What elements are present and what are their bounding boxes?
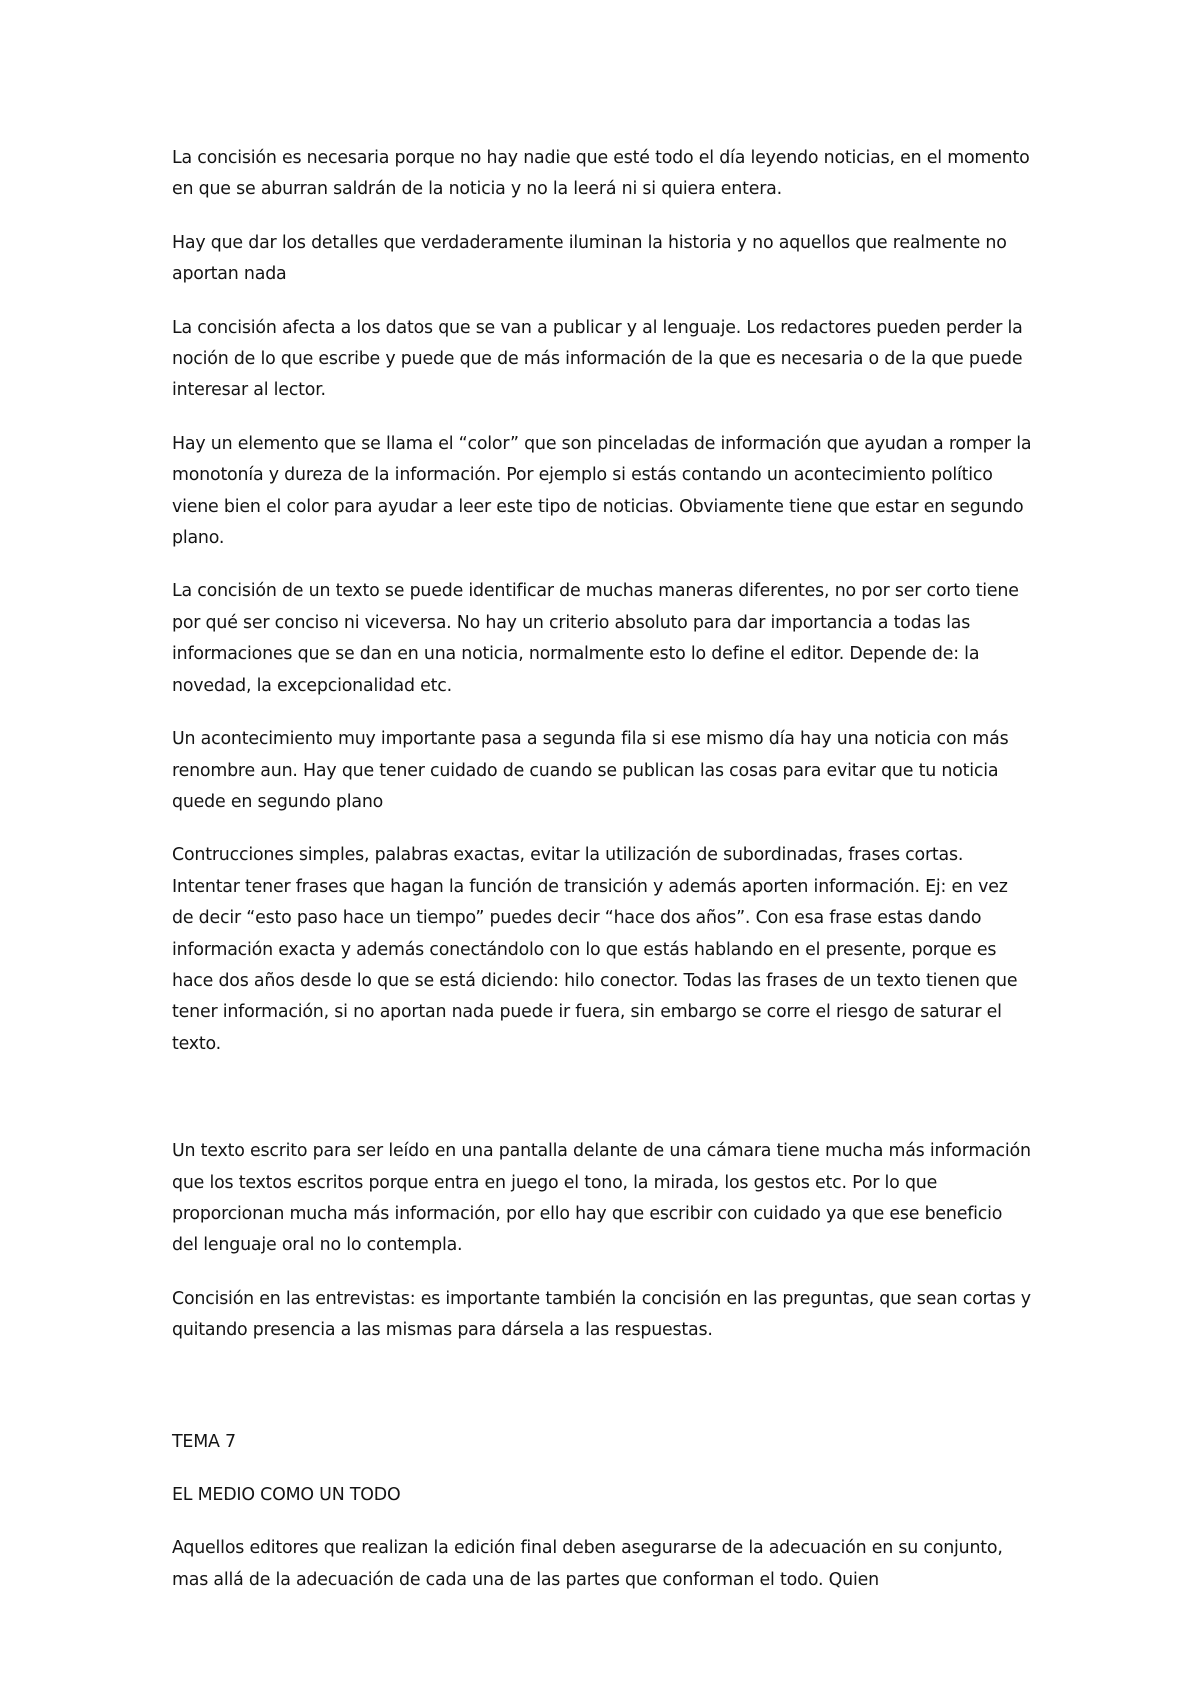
paragraph-construcciones: Contrucciones simples, palabras exactas, evitar la utilización de subordinadas, frases cortas. Intentar tener frases que hagan la función de transición y además aporten información. Ej: en vez de decir “esto paso hace un tiempo” puedes decir “hace dos años”. Con esa frase estas dando información exacta y además conectándolo con lo que estás hablando en el presente, porque es hace dos años desde lo que se está diciendo: hilo conector. Todas las frases de un texto tienen que tener información, si no aportan nada puede ir fuera, sin embargo se corre el riesgo de saturar el texto. (172, 845, 1018, 1054)
paragraph-datos-lenguaje: La concisión afecta a los datos que se van a publicar y al lenguaje. Los redactores pueden perder la noción de lo que escribe y puede que de más información de la que es necesaria o de la que puede interesar al lector. (172, 317, 1023, 401)
paragraph-acontecimiento: Un acontecimiento muy importante pasa a segunda fila si ese mismo día hay una noticia con más renombre aun. Hay que tener cuidado de cuando se publican las cosas para evitar que tu noticia quede en segundo plano (172, 729, 1009, 812)
paragraph-medio-todo: Aquellos editores que realizan la edición final deben asegurarse de la adecuación en su conjunto, mas allá de la adecuación de cada una de las partes que conforman el todo. Quien (172, 1538, 1003, 1590)
paragraph-concision-necesaria: La concisión es necesaria porque no hay nadie que esté todo el día leyendo noticias, en el momento en que se aburran saldrán de la noticia y no la leerá ni si quiera entera. (172, 148, 1030, 200)
paragraph-texto-pantalla: Un texto escrito para ser leído en una pantalla delante de una cámara tiene mucha más información que los textos escritos porque entra en juego el tono, la mirada, los gestos etc. Por lo que proporcionan mucha más información, por ello hay que escribir con cuidado ya que ese beneficio del lenguaje oral no lo contempla. (172, 1141, 1031, 1256)
paragraph-color: Hay un elemento que se llama el “color” que son pinceladas de información que ayudan a romper la monotonía y dureza de la información. Por ejemplo si estás contando un acontecimiento político viene bien el color para ayudar a leer este tipo de noticias. Obviamente tiene que estar en segundo plano. (172, 433, 1032, 549)
blank-line (172, 1369, 1032, 1427)
blank-line (172, 1082, 1032, 1136)
paragraph-entrevistas: Concisión en las entrevistas: es importante también la concisión en las preguntas, que sean cortas y quitando presencia a las mismas para dársela a las respuestas. (172, 1288, 1031, 1341)
document-body (172, 143, 1032, 1618)
section-title: EL MEDIO COMO UN TODO (172, 1485, 401, 1505)
paragraph-detalles: Hay que dar los detalles que verdaderamente iluminan la historia y no aquellos que realmente no aportan nada (172, 232, 1007, 285)
paragraph-identificar-concision: La concisión de un texto se puede identificar de muchas maneras diferentes, no por ser corto tiene por qué ser conciso ni viceversa. No hay un criterio absoluto para dar importancia a todas las informaciones que se dan en una noticia, normalmente esto lo define el editor. Depende de: la novedad, la excepcionalidad etc. (172, 581, 1019, 696)
section-number: TEMA 7 (172, 1431, 236, 1452)
